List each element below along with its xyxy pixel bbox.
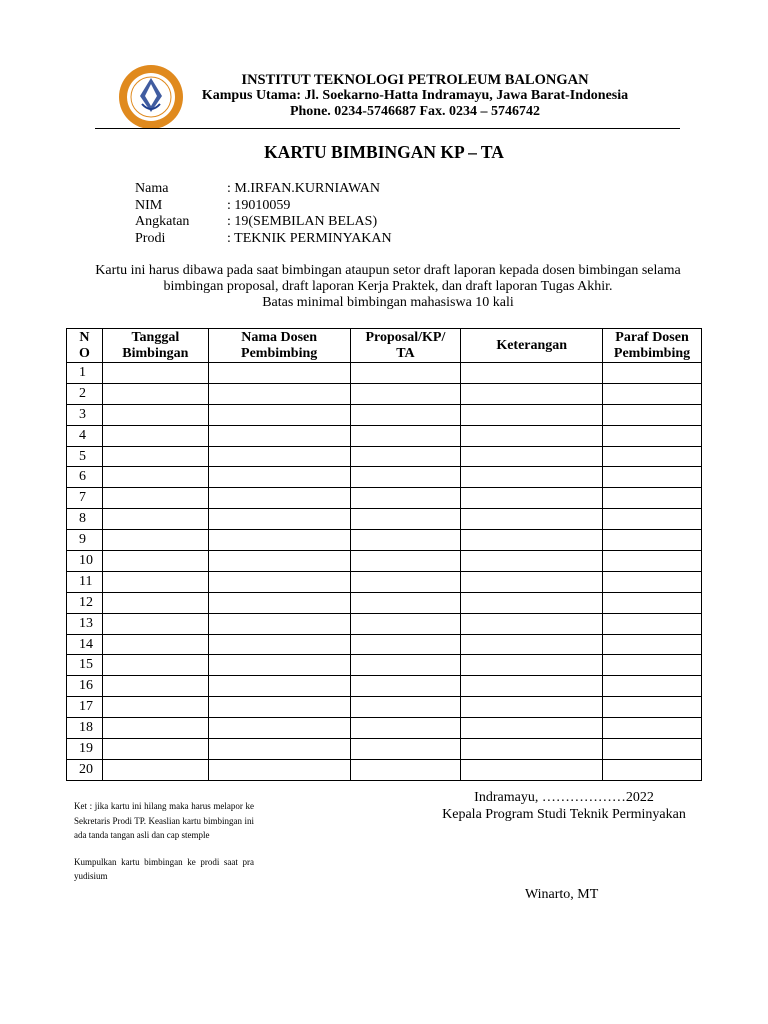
table-cell bbox=[603, 634, 702, 655]
table-cell bbox=[208, 634, 350, 655]
col-header-paraf: Paraf Dosen Pembimbing bbox=[603, 329, 702, 363]
table-cell bbox=[350, 592, 461, 613]
table-row bbox=[67, 383, 702, 404]
table-cell bbox=[603, 488, 702, 509]
info-value: : M.IRFAN.KURNIAWAN bbox=[227, 181, 381, 196]
table-cell bbox=[461, 655, 603, 676]
table-cell bbox=[603, 613, 702, 634]
table-row bbox=[67, 613, 702, 634]
header-divider bbox=[95, 128, 680, 129]
table-cell bbox=[208, 363, 350, 384]
table-cell bbox=[350, 759, 461, 780]
table-row bbox=[67, 446, 702, 467]
table-cell bbox=[102, 571, 208, 592]
info-label: NIM bbox=[135, 197, 163, 213]
row-number: 15 bbox=[67, 655, 103, 676]
table-cell bbox=[102, 551, 208, 572]
info-value: : 19010059 bbox=[227, 197, 291, 213]
table-cell bbox=[603, 718, 702, 739]
table-cell bbox=[102, 363, 208, 384]
table-cell bbox=[102, 676, 208, 697]
table-cell bbox=[603, 467, 702, 488]
table-cell bbox=[603, 509, 702, 530]
table-cell bbox=[208, 383, 350, 404]
info-row-prodi bbox=[135, 231, 392, 248]
table-cell bbox=[350, 551, 461, 572]
info-row-nim bbox=[135, 198, 392, 215]
instructions bbox=[80, 263, 696, 311]
table-cell bbox=[208, 425, 350, 446]
table-cell bbox=[350, 446, 461, 467]
table-cell bbox=[603, 446, 702, 467]
institution-header bbox=[180, 72, 650, 120]
place-date: Indramayu, ………………2022 bbox=[474, 790, 654, 805]
guidance-table bbox=[66, 328, 702, 781]
table-cell bbox=[461, 613, 603, 634]
institution-name: INSTITUT TEKNOLOGI PETROLEUM BALONGAN bbox=[241, 72, 589, 88]
footnotes bbox=[74, 799, 254, 896]
table-cell bbox=[603, 676, 702, 697]
row-number: 17 bbox=[67, 697, 103, 718]
table-cell bbox=[208, 571, 350, 592]
table-cell bbox=[102, 467, 208, 488]
table-row bbox=[67, 363, 702, 384]
table-cell bbox=[102, 613, 208, 634]
table-row bbox=[67, 697, 702, 718]
table-row bbox=[67, 551, 702, 572]
table-cell bbox=[603, 404, 702, 425]
table-row bbox=[67, 634, 702, 655]
table-cell bbox=[350, 530, 461, 551]
table-cell bbox=[603, 530, 702, 551]
table-cell bbox=[461, 383, 603, 404]
table-cell bbox=[208, 446, 350, 467]
table-cell bbox=[603, 363, 702, 384]
table-cell bbox=[461, 551, 603, 572]
col-header-no: N O bbox=[67, 329, 103, 363]
row-number: 12 bbox=[67, 592, 103, 613]
page-title: KARTU BIMBINGAN KP – TA bbox=[264, 142, 504, 162]
collect-note: Kumpulkan kartu bimbingan ke prodi saat pra yudisium bbox=[74, 856, 254, 881]
table-cell bbox=[350, 655, 461, 676]
table-row bbox=[67, 655, 702, 676]
institution-logo bbox=[118, 64, 184, 130]
table-cell bbox=[603, 425, 702, 446]
table-row bbox=[67, 571, 702, 592]
table-cell bbox=[461, 509, 603, 530]
row-number: 14 bbox=[67, 634, 103, 655]
ket-note: Ket : jika kartu ini hilang maka harus melapor ke Sekretaris Prodi TP. Keaslian kartu bimbingan ini ada tanda tangan asli dan cap stemple bbox=[74, 801, 254, 840]
table-cell bbox=[350, 363, 461, 384]
table-cell bbox=[102, 488, 208, 509]
row-number: 19 bbox=[67, 739, 103, 760]
table-cell bbox=[461, 488, 603, 509]
info-row-nama bbox=[135, 181, 392, 198]
table-cell bbox=[461, 571, 603, 592]
table-cell bbox=[350, 383, 461, 404]
table-row bbox=[67, 592, 702, 613]
table-cell bbox=[603, 697, 702, 718]
logo-emblem-icon bbox=[118, 64, 184, 130]
info-label: Angkatan bbox=[135, 214, 190, 229]
table-cell bbox=[461, 718, 603, 739]
table-cell bbox=[350, 697, 461, 718]
table-cell bbox=[102, 446, 208, 467]
info-row-angkatan bbox=[135, 214, 392, 231]
table-cell bbox=[208, 509, 350, 530]
table-header-row bbox=[67, 329, 702, 363]
row-number: 6 bbox=[67, 467, 103, 488]
table-cell bbox=[461, 676, 603, 697]
table-cell bbox=[603, 592, 702, 613]
table-cell bbox=[208, 551, 350, 572]
row-number: 20 bbox=[67, 759, 103, 780]
table-cell bbox=[603, 571, 702, 592]
row-number: 7 bbox=[67, 488, 103, 509]
signature-block bbox=[430, 789, 698, 823]
table-cell bbox=[350, 739, 461, 760]
instruction-line: Batas minimal bimbingan mahasiswa 10 kali bbox=[262, 295, 514, 310]
table-row bbox=[67, 718, 702, 739]
table-cell bbox=[102, 655, 208, 676]
info-value: : TEKNIK PERMINYAKAN bbox=[227, 230, 392, 246]
table-cell bbox=[350, 488, 461, 509]
table-cell bbox=[208, 592, 350, 613]
table-cell bbox=[208, 759, 350, 780]
table-cell bbox=[208, 676, 350, 697]
phone-fax: Phone. 0234-5746687 Fax. 0234 – 5746742 bbox=[289, 104, 541, 119]
table-cell bbox=[102, 759, 208, 780]
table-cell bbox=[603, 655, 702, 676]
table-cell bbox=[102, 530, 208, 551]
table-cell bbox=[461, 759, 603, 780]
table-row bbox=[67, 530, 702, 551]
table-cell bbox=[102, 634, 208, 655]
info-label: Prodi bbox=[135, 230, 166, 246]
table-cell bbox=[461, 697, 603, 718]
table-cell bbox=[350, 571, 461, 592]
table-cell bbox=[208, 488, 350, 509]
instruction-line: Kartu ini harus dibawa pada saat bimbingan ataupun setor draft laporan kepada dosen bimbingan selama bbox=[95, 263, 681, 278]
table-cell bbox=[102, 509, 208, 530]
campus-address: Kampus Utama: Jl. Soekarno-Hatta Indramayu, Jawa Barat-Indonesia bbox=[201, 88, 629, 103]
table-cell bbox=[350, 467, 461, 488]
row-number: 9 bbox=[67, 530, 103, 551]
col-header-proposal: Proposal/KP/ TA bbox=[350, 329, 461, 363]
table-cell bbox=[461, 404, 603, 425]
table-row bbox=[67, 739, 702, 760]
table-cell bbox=[208, 739, 350, 760]
student-info bbox=[135, 181, 392, 247]
instruction-line: bimbingan proposal, draft laporan Kerja Praktek, dan draft laporan Tugas Akhir. bbox=[163, 279, 613, 294]
table-cell bbox=[208, 404, 350, 425]
row-number: 2 bbox=[67, 383, 103, 404]
table-cell bbox=[603, 759, 702, 780]
table-cell bbox=[461, 467, 603, 488]
row-number: 5 bbox=[67, 446, 103, 467]
table-cell bbox=[350, 634, 461, 655]
table-cell bbox=[461, 530, 603, 551]
table-cell bbox=[102, 697, 208, 718]
table-row bbox=[67, 425, 702, 446]
table-cell bbox=[350, 425, 461, 446]
row-number: 11 bbox=[67, 571, 103, 592]
table-cell bbox=[350, 509, 461, 530]
table-cell bbox=[461, 425, 603, 446]
table-row bbox=[67, 759, 702, 780]
table-cell bbox=[102, 718, 208, 739]
table-cell bbox=[208, 530, 350, 551]
table-cell bbox=[102, 383, 208, 404]
signer-name: Winarto, MT bbox=[525, 887, 599, 902]
table-cell bbox=[461, 363, 603, 384]
table-row bbox=[67, 676, 702, 697]
table-cell bbox=[350, 676, 461, 697]
row-number: 3 bbox=[67, 404, 103, 425]
info-label: Nama bbox=[135, 181, 169, 196]
table-cell bbox=[461, 739, 603, 760]
table-cell bbox=[208, 467, 350, 488]
info-value: : 19(SEMBILAN BELAS) bbox=[227, 214, 378, 229]
table-cell bbox=[208, 655, 350, 676]
table-cell bbox=[603, 383, 702, 404]
row-number: 13 bbox=[67, 613, 103, 634]
table-row bbox=[67, 404, 702, 425]
row-number: 18 bbox=[67, 718, 103, 739]
table-cell bbox=[350, 404, 461, 425]
row-number: 8 bbox=[67, 509, 103, 530]
table-row bbox=[67, 509, 702, 530]
table-cell bbox=[102, 592, 208, 613]
table-cell bbox=[102, 404, 208, 425]
table-cell bbox=[208, 697, 350, 718]
table-cell bbox=[461, 592, 603, 613]
table-cell bbox=[461, 446, 603, 467]
table-row bbox=[67, 488, 702, 509]
col-header-keterangan: Keterangan bbox=[461, 329, 603, 363]
table-cell bbox=[208, 718, 350, 739]
table-cell bbox=[603, 739, 702, 760]
row-number: 4 bbox=[67, 425, 103, 446]
row-number: 10 bbox=[67, 551, 103, 572]
table-cell bbox=[102, 739, 208, 760]
col-header-dosen: Nama Dosen Pembimbing bbox=[208, 329, 350, 363]
signer-position: Kepala Program Studi Teknik Perminyakan bbox=[442, 807, 686, 822]
row-number: 16 bbox=[67, 676, 103, 697]
col-header-tanggal: Tanggal Bimbingan bbox=[102, 329, 208, 363]
table-cell bbox=[350, 613, 461, 634]
table-row bbox=[67, 467, 702, 488]
row-number: 1 bbox=[67, 363, 103, 384]
table-cell bbox=[350, 718, 461, 739]
table-cell bbox=[461, 634, 603, 655]
table-body bbox=[67, 363, 702, 781]
table-cell bbox=[208, 613, 350, 634]
table-cell bbox=[603, 551, 702, 572]
table-cell bbox=[102, 425, 208, 446]
